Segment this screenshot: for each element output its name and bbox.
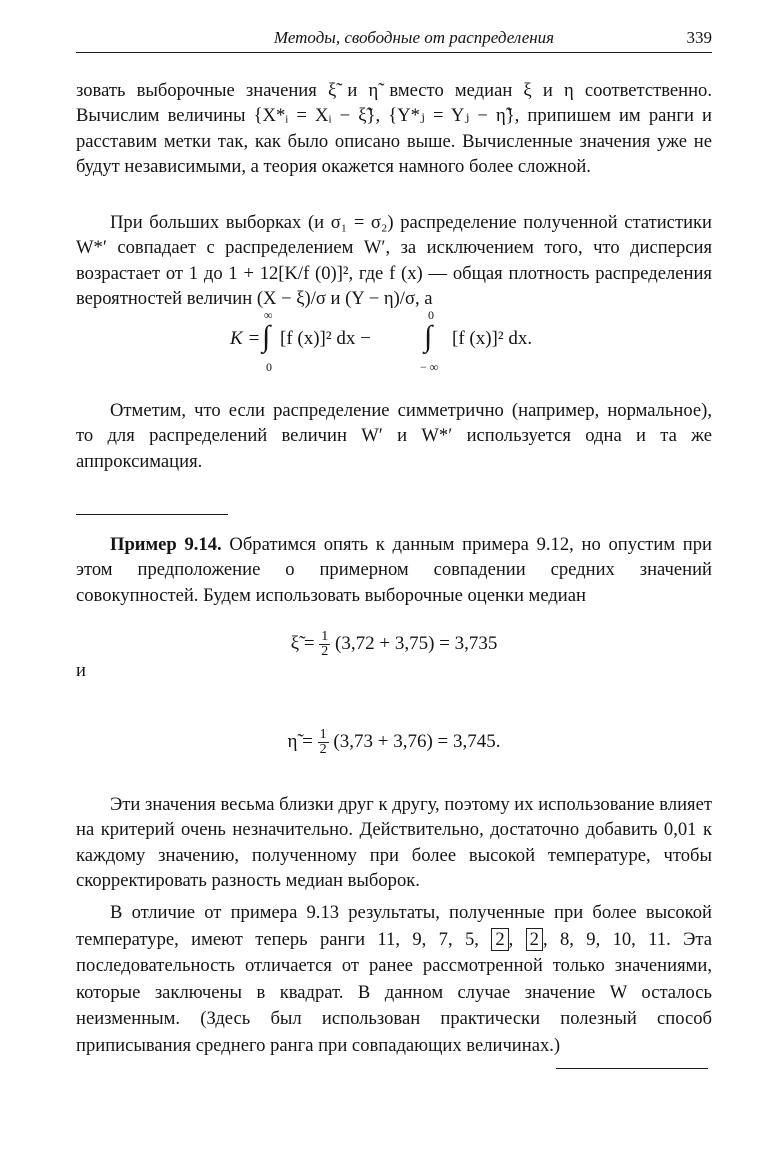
formula-eta — [76, 728, 712, 757]
running-title: Методы, свободные от распределения — [273, 28, 555, 47]
formula-xi-lhs: ξ̃ = — [290, 632, 315, 654]
formula-xi-rhs: (3,72 + 3,75) = 3,735 — [335, 632, 498, 654]
formula-k-integral — [200, 300, 600, 380]
boxed-rank-1: 2 — [491, 928, 508, 951]
section-separator-rule — [76, 514, 228, 515]
example-label: Пример 9.14. — [110, 534, 222, 555]
paragraph-1: зовать выборочные значения ξ̃ и η̃ вместо медиан ξ и η соответственно. Вычислим величины {X*ᵢ = Xᵢ − ξ̃}, {Y*ⱼ = Yⱼ − η̃}, припишем им ранги и расставим метки так, как было описано выше. Вычисленные значения уже не будут независимыми, а теория окажется намного более сложной. — [76, 80, 712, 178]
integral-1-lower-limit: 0 — [266, 360, 272, 374]
integral-2-upper-limit: 0 — [428, 308, 434, 322]
paragraph-6-separator: , — [508, 928, 514, 950]
boxed-rank-2: 2 — [526, 928, 543, 951]
integral-1-upper-limit: ∞ — [264, 308, 273, 322]
formula-xi-denominator: 2 — [321, 644, 329, 659]
paragraph-6-end: , 8, 9, 10, 11. Эта последовательность отличается от ранее рассмотренной только значениями, которые заключены в квадрат. В данном случае значение W осталось неизменным. (Здесь был использован практически полезный способ приписывания среднего ранга при совпадающих величинах.) — [76, 928, 712, 1056]
formula-eta-numerator: 1 — [319, 727, 327, 742]
example-text: Обратимся опять к данным примера 9.12, но опустим при этом предположение о примерном совпадении средних значений совокупностей. Будем использовать выборочные оценки медиан — [76, 534, 712, 606]
running-head — [76, 28, 712, 52]
formula-xi — [76, 630, 712, 659]
integral-1-body: [f (x)]² dx − — [280, 328, 371, 349]
formula-k-lhs: K = — [230, 328, 261, 349]
formula-eta-lhs: η̃ = — [287, 730, 313, 752]
paragraph-6 — [76, 900, 712, 1060]
paragraph-6-start: В отличие от примера 9.13 результаты, полученные при более высокой температуре, имеют теперь ранги 11, 9, 7, 5, — [76, 902, 712, 950]
page-number: 339 — [686, 28, 712, 47]
paragraph-5: Эти значения весьма близки друг к другу, поэтому их использование влияет на критерий очень незначительно. Действительно, достаточно добавить 0,01 к каждому значению, полученному при более высокой температуре, чтобы скорректировать разность медиан выборок. — [76, 794, 712, 892]
integral-2-body: [f (x)]² dx. — [452, 328, 533, 349]
paragraph-2: При больших выборках (и σ₁ = σ₂) распределение полученной статистики W*′ совпадает с распределением W′, за исключением того, что дисперсия возрастает от 1 до 1 + 12[K/f (0)]², где f (x) — общая плотность распределения вероятностей величин (X − ξ)/σ и (Y − η)/σ, а — [76, 212, 712, 310]
conjunction-and: и — [76, 660, 86, 681]
formula-xi-fraction — [319, 630, 330, 659]
integral-sign-2: ∫ — [424, 320, 433, 353]
end-of-example-rule — [556, 1068, 708, 1069]
header-rule — [76, 52, 712, 53]
integral-2-lower-limit: − ∞ — [420, 360, 439, 374]
formula-eta-fraction — [318, 728, 329, 757]
paragraph-4 — [76, 532, 712, 608]
integral-sign-1: ∫ — [262, 320, 271, 353]
formula-eta-denominator: 2 — [319, 742, 327, 757]
formula-eta-rhs: (3,73 + 3,76) = 3,745. — [333, 730, 501, 752]
paragraph-3: Отметим, что если распределение симметрично (например, нормальное), то для распределений величин W′ и W*′ используется одна и та же аппроксимация. — [76, 400, 712, 472]
formula-xi-numerator: 1 — [321, 629, 329, 644]
